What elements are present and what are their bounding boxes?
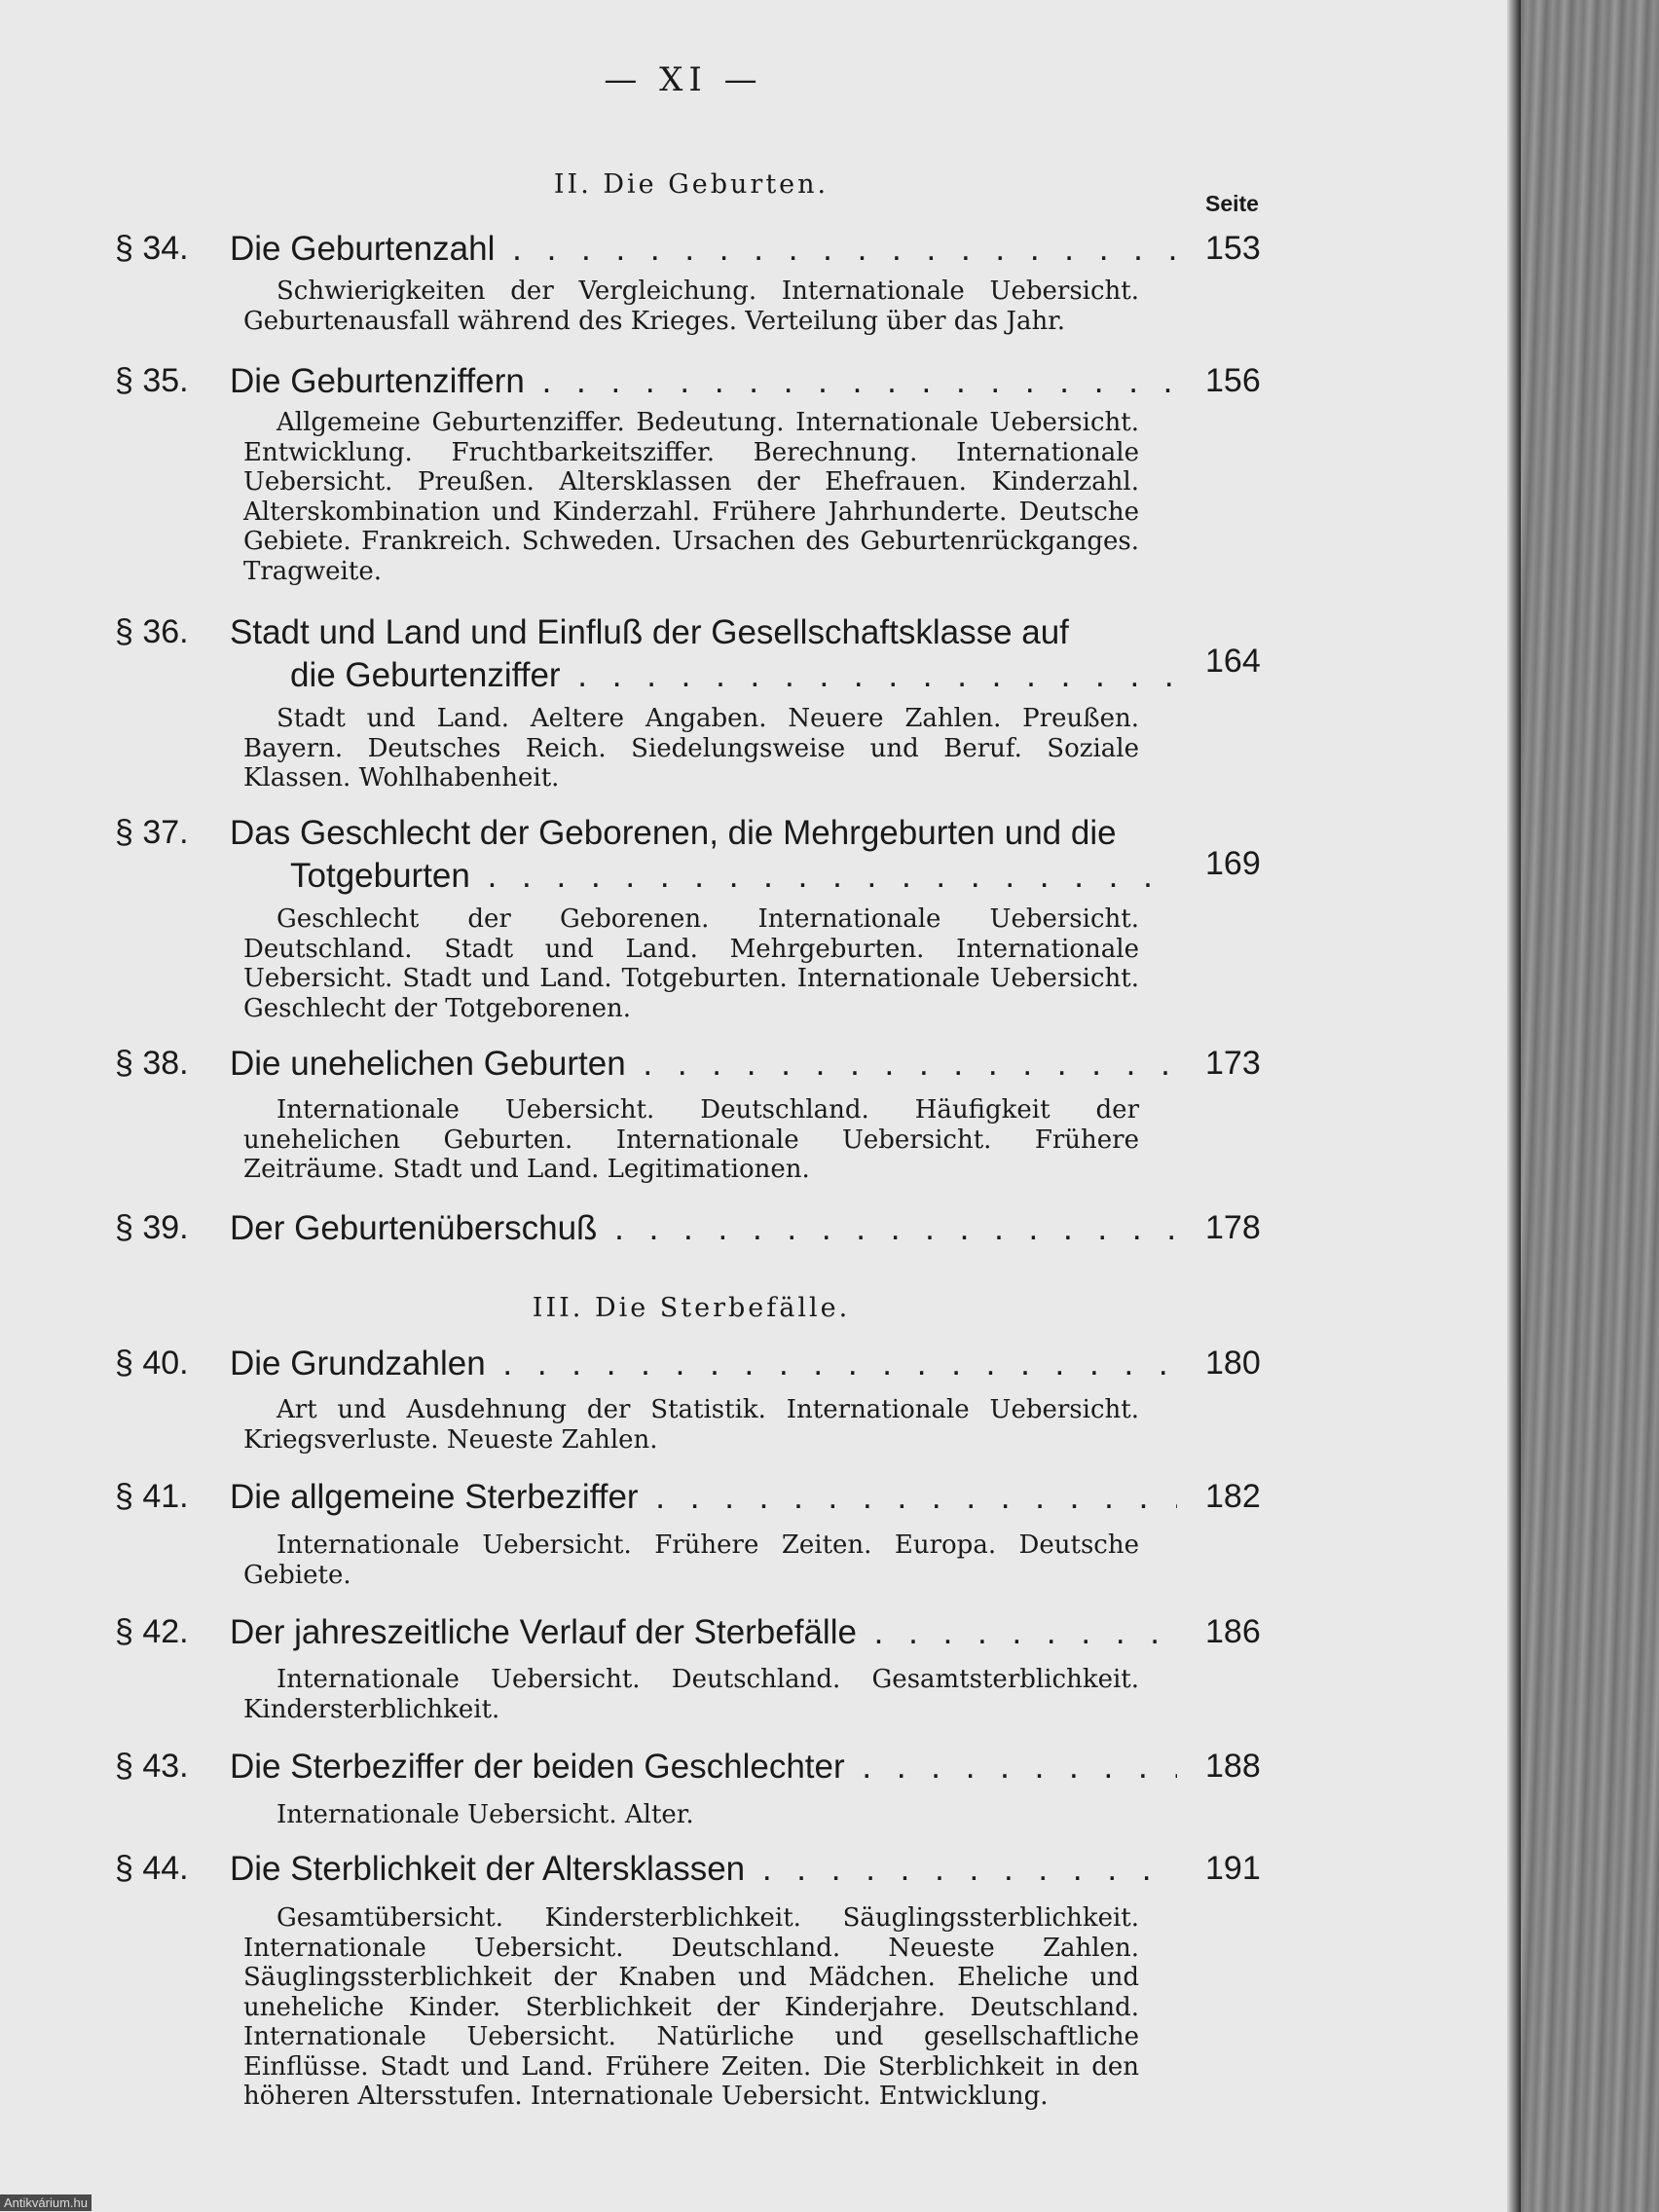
section-number: § 40. bbox=[115, 1345, 189, 1382]
section-description: Internationale Uebersicht. Frühere Zeiten. Europa. Deutsche Gebiete. bbox=[243, 1530, 1139, 1590]
section-title: Die unehelichen Geburten . . . bbox=[230, 1045, 1177, 1084]
page-number: 153 bbox=[1205, 230, 1261, 267]
section-title: Stadt und Land und Einfluß der Gesellschaftsklasse auf bbox=[230, 613, 1069, 651]
section-number: § 38. bbox=[115, 1045, 189, 1082]
section-number: § 42. bbox=[115, 1613, 189, 1650]
page-number: 156 bbox=[1205, 362, 1261, 399]
page-number: 188 bbox=[1205, 1748, 1261, 1785]
section-title: Der jahreszeitliche Verlauf der Sterbefälle . . . bbox=[230, 1613, 1177, 1652]
section-title-continued: die Geburtenziffer . . . bbox=[290, 656, 1177, 695]
page-number: 169 bbox=[1205, 845, 1261, 882]
section-title: Der Geburtenüberschuß . . . bbox=[230, 1209, 1177, 1248]
section-description: Geschlecht der Geborenen. Internationale Uebersicht. Deutschland. Stadt und Land. Mehrgeburten. Internationale Uebersicht. Stadt und Land. Totgeburten. Internationale Uebersicht. Geschlecht der Totgeborenen. bbox=[243, 904, 1139, 1023]
background-surface bbox=[1521, 0, 1659, 2212]
section-description: Schwierigkeiten der Vergleichung. Internationale Uebersicht. Geburtenausfall während des Krieges. Verteilung über das Jahr. bbox=[243, 276, 1139, 336]
column-label-seite: Seite bbox=[1205, 191, 1259, 216]
section-description: Internationale Uebersicht. Alter. bbox=[276, 1800, 694, 1829]
part-heading-births: II. Die Geburten. bbox=[553, 169, 830, 200]
section-description: Internationale Uebersicht. Deutschland. Gesamtsterblichkeit. Kindersterblichkeit. bbox=[243, 1665, 1139, 1724]
page-edge-shadow bbox=[1507, 0, 1521, 2212]
section-title-continued: Totgeburten . . . bbox=[290, 857, 1177, 896]
section-title: Die Grundzahlen . . . bbox=[230, 1345, 1177, 1383]
section-description: Art und Ausdehnung der Statistik. Internationale Uebersicht. Kriegsverluste. Neueste Zahlen. bbox=[243, 1395, 1139, 1455]
page-number: 178 bbox=[1205, 1209, 1261, 1246]
page-number: 186 bbox=[1205, 1613, 1261, 1650]
section-title: Die Geburtenziffern . . . bbox=[230, 362, 1177, 401]
page-number: 173 bbox=[1205, 1045, 1261, 1082]
section-number: § 34. bbox=[115, 230, 189, 267]
section-number: § 41. bbox=[115, 1478, 189, 1515]
page-number: 191 bbox=[1205, 1850, 1261, 1887]
page-header: — XI — bbox=[604, 60, 763, 99]
section-description: Internationale Uebersicht. Deutschland. Häufigkeit der unehelichen Geburten. Internationale Uebersicht. Frühere Zeiträume. Stadt und Land. Legitimationen. bbox=[243, 1095, 1139, 1184]
section-number: § 43. bbox=[115, 1748, 189, 1785]
page-number: 164 bbox=[1205, 643, 1261, 680]
section-title: Die Sterbeziffer der beiden Geschlechter . . . bbox=[230, 1748, 1177, 1787]
section-number: § 36. bbox=[115, 613, 189, 650]
page-number: 182 bbox=[1205, 1478, 1261, 1515]
section-number: § 35. bbox=[115, 362, 189, 399]
section-title: Die Geburtenzahl . . . bbox=[230, 230, 1177, 269]
watermark-label: Antikvárium.hu bbox=[0, 2194, 92, 2211]
section-description: Allgemeine Geburtenziffer. Bedeutung. Internationale Uebersicht. Entwicklung. Fruchtbarkeitsziffer. Berechnung. Internationale Uebersicht. Preußen. Altersklassen der Ehefrauen. Kinderzahl. Alterskombination und Kinderzahl. Frühere Jahrhunderte. Deutsche Gebiete. Frankreich. Schweden. Ursachen des Geburtenrückganges. Tragweite. bbox=[243, 408, 1139, 586]
section-title: Die Sterblichkeit der Altersklassen . . . bbox=[230, 1850, 1177, 1889]
section-number: § 39. bbox=[115, 1209, 189, 1246]
section-number: § 44. bbox=[115, 1850, 189, 1887]
section-description: Gesamtübersicht. Kindersterblichkeit. Säuglingssterblichkeit. Internationale Uebersicht. Deutschland. Neueste Zahlen. Säuglingssterblichkeit der Knaben und Mädchen. Eheliche und uneheliche Kinder. Sterblichkeit der Kinderjahre. Deutschland. Internationale Uebersicht. Natürliche und gesellschaftliche Einflüsse. Stadt und Land. Frühere Zeiten. Die Sterblichkeit in den höheren Altersstufen. Internationale Uebersicht. Entwicklung. bbox=[243, 1903, 1139, 2111]
section-title: Das Geschlecht der Geborenen, die Mehrgeburten und die bbox=[230, 814, 1117, 852]
page-number: 180 bbox=[1205, 1345, 1261, 1382]
section-description: Stadt und Land. Aeltere Angaben. Neuere Zahlen. Preußen. Bayern. Deutsches Reich. Siedelungsweise und Beruf. Soziale Klassen. Wohlhabenheit. bbox=[243, 704, 1139, 793]
section-title: Die allgemeine Sterbeziffer . . . bbox=[230, 1478, 1177, 1517]
section-number: § 37. bbox=[115, 814, 189, 851]
part-heading-deaths: III. Die Sterbefälle. bbox=[532, 1293, 851, 1323]
